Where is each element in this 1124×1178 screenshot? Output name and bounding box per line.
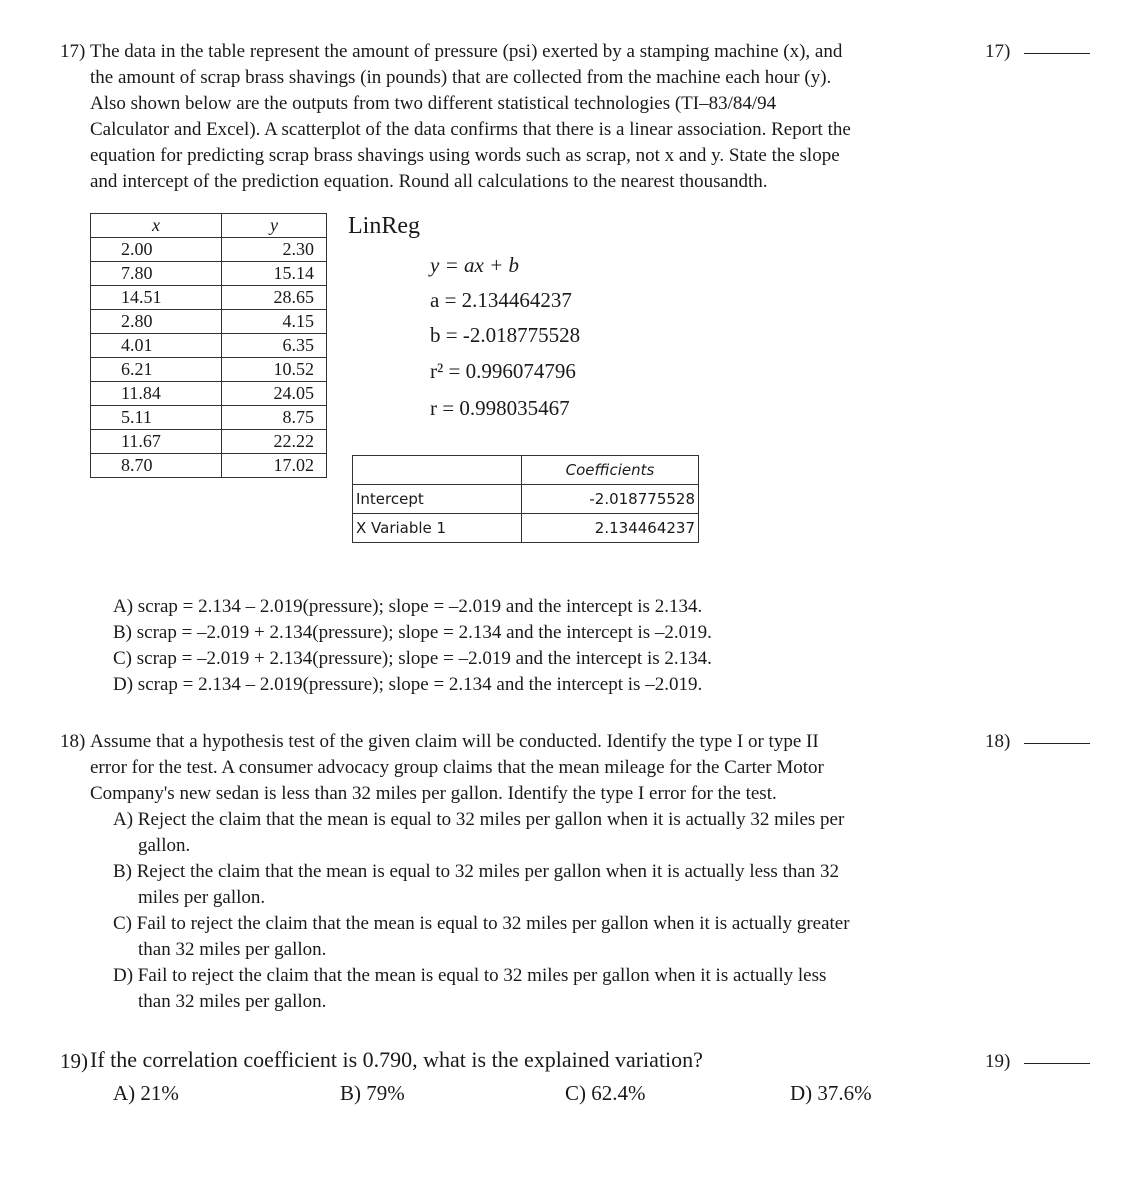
y-cell: 15.14 (222, 262, 327, 286)
q18-line-3: Company's new sedan is less than 32 miles per gallon. Identify the type I error for the test. (90, 783, 777, 804)
q17-line-4: Calculator and Excel). A scatterplot of the data confirms that there is a linear association. Report the (90, 119, 851, 140)
q18-choice-d[interactable] (113, 963, 850, 1015)
excel-x-value: 2.134464237 (522, 514, 699, 543)
table-row (91, 238, 327, 262)
x-cell: 4.01 (91, 334, 222, 358)
q19-choice-a[interactable]: A) 21% (113, 1081, 179, 1105)
q17-choice-b[interactable]: B) scrap = –2.019 + 2.134(pressure); slope = 2.134 and the intercept is –2.019. (113, 622, 712, 643)
x-cell: 14.51 (91, 286, 222, 310)
table-row (91, 334, 327, 358)
x-cell: 8.70 (91, 454, 222, 478)
excel-intercept-value: -2.018775528 (522, 485, 699, 514)
q17-line-5: equation for predicting scrap brass shavings using words such as scrap, not x and y. State the slope (90, 145, 840, 166)
excel-coefficients-header: Coefficients (522, 456, 699, 485)
x-cell: 5.11 (91, 406, 222, 430)
q18-choice-b-line-2: miles per gallon. (138, 887, 266, 908)
q19-answer-slot[interactable] (985, 1049, 1090, 1075)
q17-number: 17) (60, 41, 86, 62)
x-header: x (91, 214, 222, 238)
table-row (91, 454, 327, 478)
linreg-title: LinReg (348, 213, 420, 239)
q18-line-2: error for the test. A consumer advocacy group claims that the mean mileage for the Carter Motor (90, 757, 824, 778)
q19-number: 19) (60, 1049, 88, 1073)
q18-choice-c[interactable] (113, 911, 850, 963)
y-cell: 22.22 (222, 430, 327, 454)
x-cell: 11.84 (91, 382, 222, 406)
x-cell: 11.67 (91, 430, 222, 454)
y-cell: 2.30 (222, 238, 327, 262)
q17-answer-slot[interactable] (985, 39, 1090, 65)
q18-choice-c-line-2: than 32 miles per gallon. (138, 939, 327, 960)
q18-choice-a[interactable] (113, 807, 850, 859)
q17-choice-c[interactable]: C) scrap = –2.019 + 2.134(pressure); slope = –2.019 and the intercept is 2.134. (113, 648, 712, 669)
y-cell: 6.35 (222, 334, 327, 358)
x-cell: 2.80 (91, 310, 222, 334)
y-cell: 17.02 (222, 454, 327, 478)
excel-blank-cell (353, 456, 522, 485)
q18-line-1: Assume that a hypothesis test of the given claim will be conducted. Identify the type I or type II (90, 731, 819, 752)
table-row (91, 382, 327, 406)
q19-choice-c[interactable]: C) 62.4% (565, 1081, 646, 1105)
linreg-r2: r² = 0.996074796 (430, 359, 576, 383)
table-row (91, 430, 327, 454)
table-row (91, 286, 327, 310)
q19-answer-blank[interactable] (1024, 1062, 1090, 1064)
table-row (91, 358, 327, 382)
q19-choice-b[interactable]: B) 79% (340, 1081, 405, 1105)
q18-choice-b[interactable] (113, 859, 850, 911)
excel-x-label: X Variable 1 (353, 514, 522, 543)
q18-choice-d-line-1: D) Fail to reject the claim that the mean is equal to 32 miles per gallon when it is actually less (113, 965, 827, 986)
y-cell: 24.05 (222, 382, 327, 406)
q18-choices (113, 807, 850, 1015)
q18-choice-a-line-2: gallon. (138, 835, 191, 856)
q18-answer-blank[interactable] (1024, 742, 1090, 744)
q18-number: 18) (60, 731, 86, 752)
q18-choice-b-line-1: B) Reject the claim that the mean is equal to 32 miles per gallon when it is actually less than 32 (113, 861, 840, 882)
linreg-b: b = -2.018775528 (430, 323, 581, 347)
table-row (91, 406, 327, 430)
q18-stem (90, 729, 824, 807)
q17-answer-blank[interactable] (1024, 52, 1090, 54)
q17-stem (90, 39, 851, 195)
q17-line-3: Also shown below are the outputs from two different statistical technologies (TI–83/84/94 (90, 93, 777, 114)
y-header: y (222, 214, 327, 238)
x-cell: 6.21 (91, 358, 222, 382)
linreg-a: a = 2.134464237 (430, 288, 572, 312)
data-table (90, 213, 327, 478)
q17-choices (113, 594, 712, 698)
excel-output-table (352, 455, 699, 543)
table-row (91, 310, 327, 334)
linreg-r: r = 0.998035467 (430, 396, 570, 420)
q18-choice-d-line-2: than 32 miles per gallon. (138, 991, 327, 1012)
y-cell: 10.52 (222, 358, 327, 382)
linreg-equation: y = ax + b (430, 253, 519, 277)
q17-line-1: The data in the table represent the amount of pressure (psi) exerted by a stamping machine (x), and (90, 41, 843, 62)
q19-right-number: 19) (985, 1051, 1011, 1072)
excel-intercept-label: Intercept (353, 485, 522, 514)
q18-right-number: 18) (985, 731, 1011, 752)
q18-choice-c-line-1: C) Fail to reject the claim that the mean is equal to 32 miles per gallon when it is actually greater (113, 913, 850, 934)
excel-header-row (353, 456, 699, 485)
table-row (91, 262, 327, 286)
data-table-header (91, 214, 327, 238)
q17-line-2: the amount of scrap brass shavings (in pounds) that are collected from the machine each hour (y). (90, 67, 832, 88)
q18-choice-a-line-1: A) Reject the claim that the mean is equal to 32 miles per gallon when it is actually 32 miles per (113, 809, 845, 830)
q17-line-6: and intercept of the prediction equation. Round all calculations to the nearest thousandth. (90, 171, 768, 192)
y-cell: 4.15 (222, 310, 327, 334)
x-cell: 2.00 (91, 238, 222, 262)
q19-text: If the correlation coefficient is 0.790, what is the explained variation? (90, 1047, 703, 1072)
y-cell: 28.65 (222, 286, 327, 310)
q17-right-number: 17) (985, 41, 1011, 62)
q18-answer-slot[interactable] (985, 729, 1090, 755)
x-cell: 7.80 (91, 262, 222, 286)
excel-x-row (353, 514, 699, 543)
q17-choice-d[interactable]: D) scrap = 2.134 – 2.019(pressure); slope = 2.134 and the intercept is –2.019. (113, 674, 703, 695)
excel-intercept-row (353, 485, 699, 514)
q17-choice-a[interactable]: A) scrap = 2.134 – 2.019(pressure); slope = –2.019 and the intercept is 2.134. (113, 596, 703, 617)
y-cell: 8.75 (222, 406, 327, 430)
q19-choice-d[interactable]: D) 37.6% (790, 1081, 872, 1105)
